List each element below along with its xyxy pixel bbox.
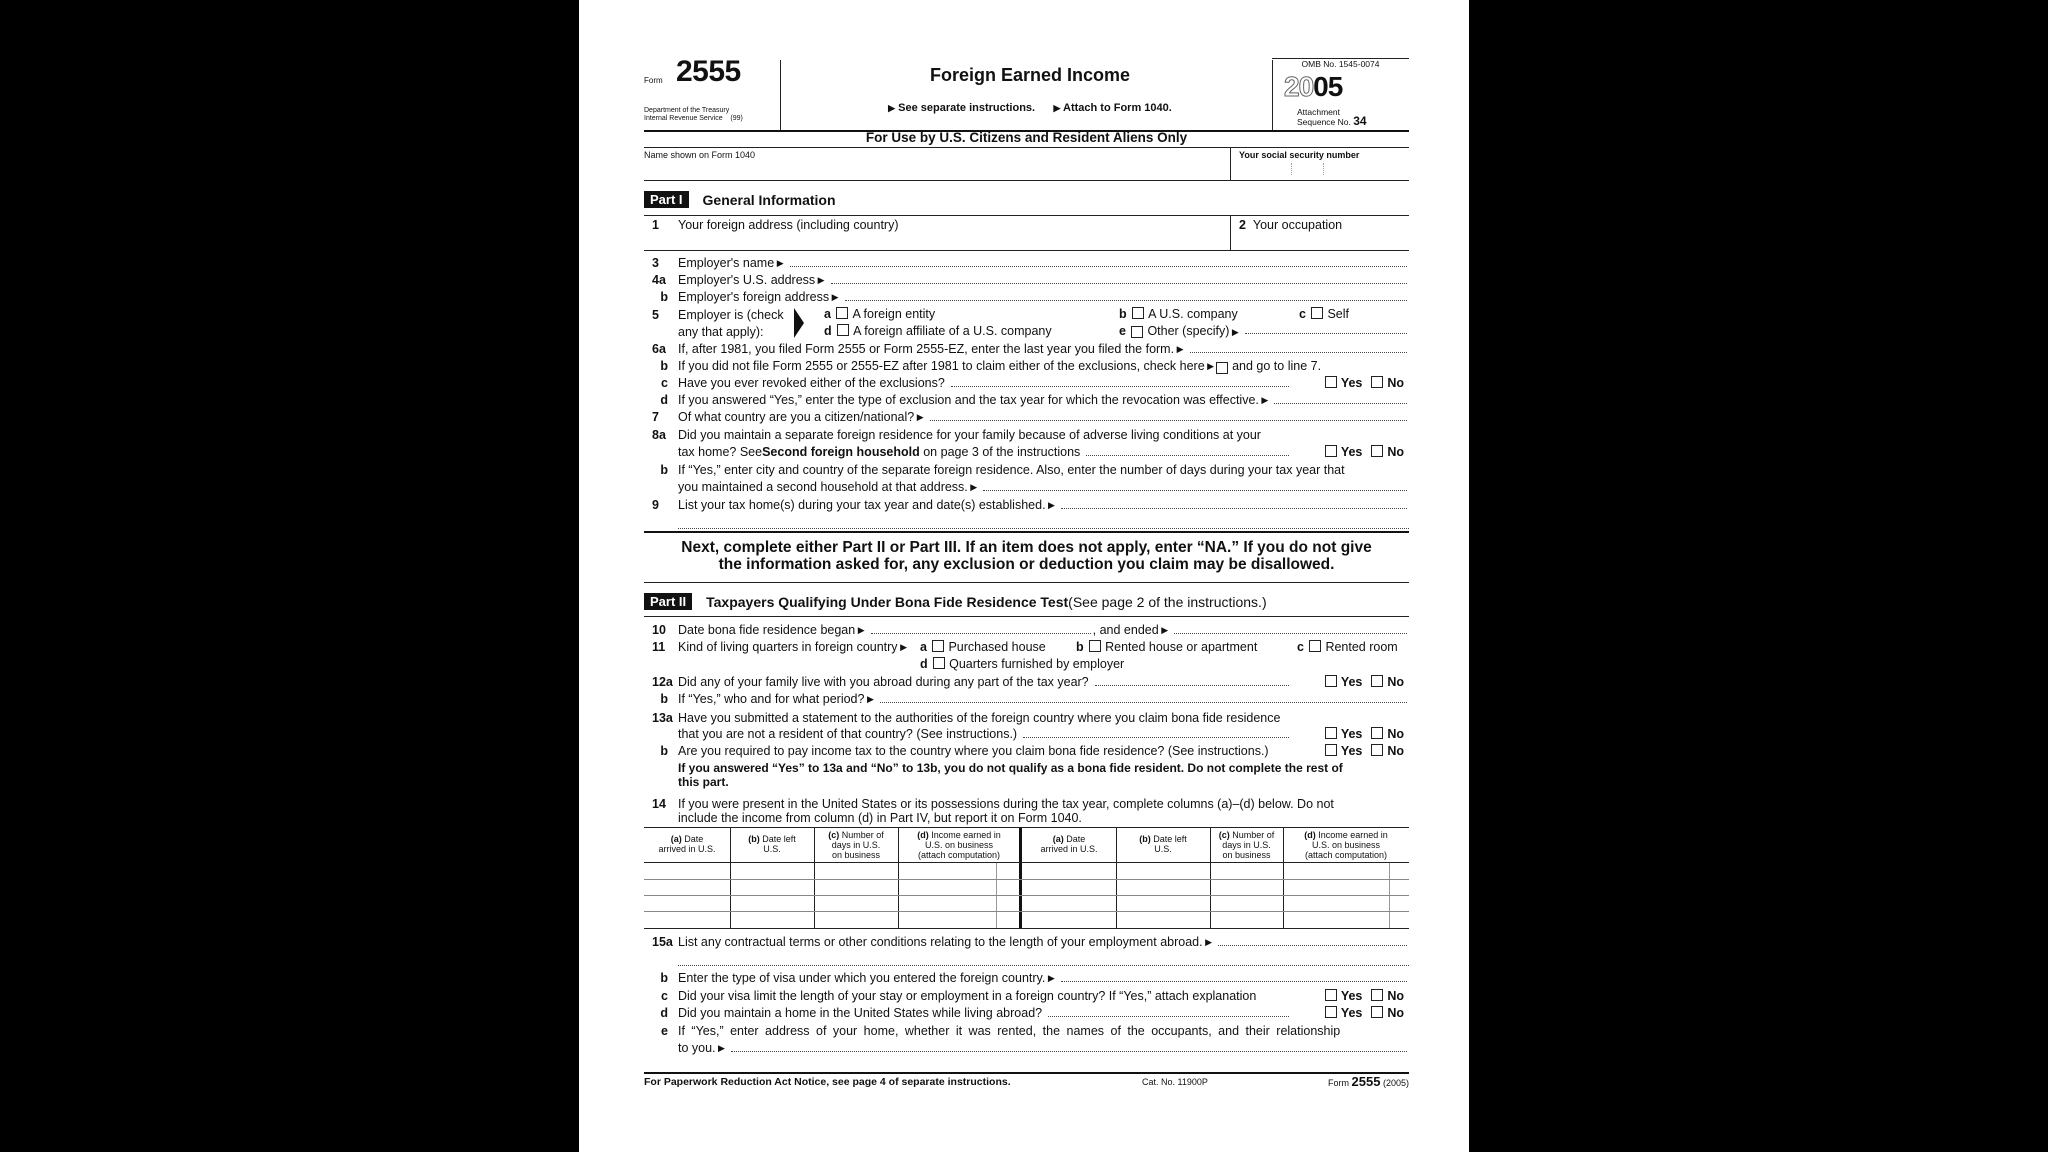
form-page — [579, 0, 1469, 1152]
line-10: 10 Date bona fide residence began ▶ , and ended ▶ — [644, 623, 1409, 638]
line-2-label: Your occupation — [1252, 218, 1343, 232]
line-8a-text-2: on page 3 of the instructions — [923, 445, 1081, 459]
leader-dots — [1095, 685, 1289, 686]
line-6c-label: Have you ever revoked either of the exclusions? — [678, 376, 945, 390]
dept-line-2: Internal Revenue Service (99) — [644, 115, 743, 122]
second-household-field[interactable] — [983, 490, 1407, 491]
line-15e-cont: to you. ▶ — [644, 1041, 1409, 1056]
line-13b-label: Are you required to pay income tax to the country where you claim bona fide residence? (See instructions.) — [678, 744, 1269, 758]
line-6c: c Have you ever revoked either of the exclusions? — [644, 376, 1409, 391]
residence-ended-field[interactable] — [1174, 633, 1407, 634]
residence-began-field[interactable] — [871, 633, 1091, 634]
yes-no-13a — [1323, 727, 1404, 741]
checkbox-13b-no[interactable] — [1371, 744, 1383, 756]
form-title: Foreign Earned Income — [929, 65, 1131, 85]
sequence-label: Sequence No. — [1297, 117, 1351, 127]
name-field[interactable] — [644, 147, 1229, 179]
line-8b-cont: you maintained a second household at that address. ▶ — [644, 480, 1409, 495]
line-6d: d If you answered “Yes,” enter the type of exclusion and the tax year for which the revocation was effective. ▶ — [644, 393, 1409, 408]
line-2-rule — [644, 250, 1409, 251]
contract-terms-field-2[interactable] — [678, 965, 1409, 966]
table-row[interactable] — [644, 863, 1409, 879]
table-row[interactable] — [644, 896, 1409, 911]
option-11c-label: Rented room — [1325, 640, 1398, 654]
line-15e-label-2: to you. — [678, 1041, 716, 1055]
notice-line-2: the information asked for, any exclusion or deduction you claim may be disallowed. — [718, 556, 1335, 573]
checkbox-15d-yes[interactable] — [1325, 1006, 1337, 1018]
checkbox-8a-yes[interactable] — [1325, 445, 1337, 457]
warning-line-2: this part. — [678, 775, 729, 789]
checkbox-5e[interactable] — [1131, 326, 1143, 338]
tax-year — [1284, 71, 1342, 103]
tax-home-field-2[interactable] — [678, 528, 1409, 529]
home-address-field[interactable] — [731, 1051, 1407, 1052]
see-instructions: See separate instructions. — [898, 102, 1036, 114]
table-row[interactable] — [644, 880, 1409, 895]
attach-note: Attach to Form 1040. — [1063, 102, 1172, 114]
employer-us-address-field[interactable] — [831, 283, 1407, 284]
yes-label: Yes — [1340, 675, 1363, 689]
checkbox-13b-yes[interactable] — [1325, 744, 1337, 756]
no-label: No — [1387, 989, 1404, 1003]
checkbox-15c-yes[interactable] — [1325, 989, 1337, 1001]
no-label: No — [1387, 744, 1404, 758]
line-2: 2 Your occupation — [1239, 218, 1343, 232]
line-14-label: If you were present in the United States or its possessions during the tax year, complete columns (a)–(d) below. Do not — [678, 797, 1334, 811]
line-14: 14 If you were present in the United States or its possessions during the tax year, complete columns (a)–(d) below. Do not include the income from column (d) in Part IV, but report it on Form 1040. — [652, 797, 1334, 825]
option-11c[interactable]: c Rented room — [1297, 640, 1398, 654]
yes-label: Yes — [1340, 727, 1363, 741]
line-12a: 12a Did any of your family live with you abroad during any part of the tax year? — [644, 675, 1409, 690]
line-11-label: Kind of living quarters in foreign country — [678, 640, 898, 654]
option-5d-label: A foreign affiliate of a U.S. company — [853, 324, 1052, 338]
option-5b[interactable]: b A U.S. company — [1119, 307, 1238, 321]
checkbox-11d[interactable] — [933, 657, 945, 669]
part-2-header — [644, 593, 1267, 610]
part-2-note: (See page 2 of the instructions.) — [1068, 593, 1267, 610]
col-b-header: (b) Date left U.S. — [748, 834, 796, 854]
paperwork-notice: For Paperwork Reduction Act Notice, see page 4 of separate instructions. — [644, 1076, 1011, 1088]
bracket-arrow-icon — [794, 308, 804, 338]
line-10-mid: , and ended — [1092, 623, 1159, 637]
part-2-rule — [644, 616, 1409, 617]
no-label: No — [1387, 376, 1404, 390]
line-12a-label: Did any of your family live with you abroad during any part of the tax year? — [678, 675, 1089, 689]
last-year-filed-field[interactable] — [1190, 352, 1408, 353]
line-6b-label: If you did not file Form 2555 or 2555-EZ after 1981 to claim either of the exclusions, check here — [678, 359, 1205, 373]
option-5a-label: A foreign entity — [852, 307, 936, 321]
ssn-label: Your social security number — [1239, 150, 1360, 160]
yes-no-13b — [1323, 744, 1404, 758]
name-rule — [644, 180, 1409, 181]
option-5b-label: A U.S. company — [1148, 307, 1238, 321]
notice-top-rule — [644, 531, 1409, 533]
notice — [644, 539, 1409, 573]
col-c-header: (c) Number of days in U.S. on business — [828, 830, 884, 860]
option-11d-label: Quarters furnished by employer — [949, 657, 1125, 671]
line-13a-label: Have you submitted a statement to the authorities of the foreign country where you claim bona fide residence — [678, 711, 1281, 725]
leader-dots — [951, 386, 1289, 387]
line-9: 9 List your tax home(s) during your tax year and date(s) established. ▶ — [644, 498, 1409, 513]
line-15d-label: Did you maintain a home in the United States while living abroad? — [678, 1006, 1043, 1020]
line-13b: b Are you required to pay income tax to the country where you claim bona fide residence? (See instructions.) — [660, 744, 1269, 758]
checkbox-5c[interactable] — [1311, 307, 1323, 319]
attachment-seq — [1297, 108, 1367, 127]
checkbox-12a-no[interactable] — [1371, 675, 1383, 687]
year-bold: 05 — [1313, 71, 1343, 102]
form-word: Form — [644, 76, 663, 85]
dept-line-1: Department of the Treasury — [644, 107, 730, 114]
line-15b-label: Enter the type of visa under which you entered the foreign country. — [678, 971, 1046, 985]
option-11a[interactable]: a Purchased house — [920, 640, 1046, 654]
dept-code: (99) — [730, 115, 743, 122]
no-label: No — [1387, 675, 1404, 689]
line-6b-tail: and go to line 7. — [1232, 359, 1322, 373]
footer-rule — [644, 1072, 1409, 1074]
col-b2-header: (b) Date left U.S. — [1139, 834, 1187, 854]
part-1-title: General Information — [702, 191, 836, 208]
option-11b-label: Rented house or apartment — [1105, 640, 1258, 654]
leader-dots — [1023, 737, 1289, 738]
option-5e-label: Other (specify) — [1147, 324, 1230, 338]
line-8b: b If “Yes,” enter city and country of the separate foreign residence. Also, enter the number of days during your tax year that — [660, 463, 1345, 477]
line-3-label: Employer's name — [678, 256, 775, 270]
checkbox-11c[interactable] — [1309, 640, 1321, 652]
line-8a-bold: Second foreign household — [762, 445, 920, 459]
line-12b: b If “Yes,” who and for what period? ▶ — [644, 692, 1409, 707]
notice-bottom-rule — [644, 582, 1409, 583]
yes-label: Yes — [1340, 445, 1363, 459]
checkbox-6c-yes[interactable] — [1325, 376, 1337, 388]
footer-form-id — [1328, 1074, 1409, 1089]
form-number: 2555 — [676, 55, 741, 88]
checkbox-11a[interactable] — [932, 640, 944, 652]
line-8a-text: tax home? See — [678, 445, 763, 459]
line-7-label: Of what country are you a citizen/national? — [678, 410, 915, 424]
no-label: No — [1387, 1006, 1404, 1020]
checkbox-12a-yes[interactable] — [1325, 675, 1337, 687]
option-5c[interactable]: c Self — [1299, 307, 1349, 321]
line-4b: b Employer's foreign address ▶ — [644, 290, 1409, 305]
col-a2-header: (a) Date arrived in U.S. — [1040, 834, 1098, 854]
revocation-field[interactable] — [1274, 403, 1407, 404]
omb-number: OMB No. 1545-0074 — [1301, 59, 1380, 69]
option-11b[interactable]: b Rented house or apartment — [1076, 640, 1258, 654]
line-12b-label: If “Yes,” who and for what period? — [678, 692, 865, 706]
line-15a: 15a List any contractual terms or other conditions relating to the length of your employment abroad. ▶ — [644, 935, 1409, 950]
line-15b: b Enter the type of visa under which you entered the foreign country. ▶ — [644, 971, 1409, 986]
option-5c-label: Self — [1327, 307, 1349, 321]
visa-type-field[interactable] — [1061, 981, 1407, 982]
part-1-header — [644, 191, 836, 208]
checkbox-6c-no[interactable] — [1371, 376, 1383, 388]
name-label: Name shown on Form 1040 — [644, 150, 756, 160]
table-row[interactable] — [644, 912, 1409, 927]
instructions-line — [780, 102, 1280, 114]
line-7: 7 Of what country are you a citizen/national? ▶ — [644, 410, 1409, 425]
col-a-header: (a) Date arrived in U.S. — [658, 834, 716, 854]
line-10-label: Date bona fide residence began — [678, 623, 856, 637]
line-15d: d Did you maintain a home in the United States while living abroad? — [644, 1006, 1409, 1021]
leader-dots — [1086, 455, 1289, 456]
part-1-badge: Part I — [644, 191, 689, 208]
foreign-address-field[interactable] — [644, 215, 1229, 250]
arrow-icon: ▶ — [888, 103, 896, 113]
checkbox-13a-no[interactable] — [1371, 727, 1383, 739]
presence-table — [644, 827, 1409, 929]
checkbox-15d-no[interactable] — [1371, 1006, 1383, 1018]
line-4a-label: Employer's U.S. address — [678, 273, 816, 287]
line-5-label-2: any that apply): — [678, 325, 764, 339]
footer-form-word: Form — [1328, 1078, 1350, 1088]
warning-line-1: If you answered “Yes” to 13a and “No” to 13b, you do not qualify as a bona fide resident. Do not complete the rest of — [678, 761, 1343, 775]
line-4b-label: Employer's foreign address — [678, 290, 830, 304]
line-6b: b If you did not file Form 2555 or 2555-EZ after 1981 to claim either of the exclusions, check here ▶ and go to line 7. — [660, 359, 1322, 373]
line-13a-label-2: that you are not a resident of that country? (See instructions.) — [678, 727, 1018, 741]
family-period-field[interactable] — [880, 702, 1407, 703]
col-c2-header: (c) Number of days in U.S. on business — [1218, 830, 1275, 860]
yes-no-15d — [1323, 1006, 1404, 1020]
checkbox-5d[interactable] — [837, 324, 849, 336]
part-2-title: Taxpayers Qualifying Under Bona Fide Residence Test — [706, 593, 1069, 610]
line-8a-cont — [644, 445, 1409, 460]
line-1-label: Your foreign address (including country) — [678, 218, 899, 232]
employer-foreign-address-field[interactable] — [845, 300, 1408, 301]
line-15e: e If “Yes,” enter address of your home, whether it was rented, the names of the occupants, and their relationship — [661, 1024, 1341, 1038]
other-specify-field[interactable] — [1245, 333, 1407, 334]
yes-label: Yes — [1340, 744, 1363, 758]
line-9-label: List your tax home(s) during your tax year and date(s) established. — [678, 498, 1046, 512]
department — [644, 107, 743, 123]
header-divider-right — [1272, 60, 1273, 130]
checkbox-11b[interactable] — [1089, 640, 1101, 652]
checkbox-8a-no[interactable] — [1371, 445, 1383, 457]
no-label: No — [1387, 727, 1404, 741]
yes-no-6c — [1323, 376, 1404, 390]
checkbox-5a[interactable] — [836, 307, 848, 319]
footer-form-number: 2555 — [1351, 1074, 1381, 1089]
line-8a: 8a Did you maintain a separate foreign residence for your family because of adverse living conditions at your — [652, 428, 1261, 442]
line-4a: 4a Employer's U.S. address ▶ — [644, 273, 1409, 288]
contract-terms-field[interactable] — [1218, 945, 1407, 946]
no-label: No — [1387, 445, 1404, 459]
col-d2-header: (d) Income earned in U.S. on business (attach computation) — [1304, 830, 1388, 860]
line-13-warning — [678, 761, 1409, 789]
tax-home-field[interactable] — [1061, 508, 1407, 509]
notice-line-1: Next, complete either Part II or Part III. If an item does not apply, enter “NA.” If you do not give — [681, 539, 1372, 556]
line-13a: 13a Have you submitted a statement to the authorities of the foreign country where you claim bona fide residence — [652, 711, 1281, 725]
line-8b-label: If “Yes,” enter city and country of the separate foreign residence. Also, enter the number of days during your tax year that — [678, 463, 1345, 477]
yes-label: Yes — [1340, 1006, 1363, 1020]
leader-dots — [1048, 1016, 1289, 1017]
ssn-field[interactable] — [1231, 147, 1409, 179]
line-11: 11 Kind of living quarters in foreign country ▶ — [652, 640, 907, 654]
checkbox-6b[interactable] — [1216, 362, 1228, 374]
col-d-header: (d) Income earned in U.S. on business (attach computation) — [917, 830, 1001, 860]
attachment-label: Attachment — [1297, 107, 1340, 117]
option-5a[interactable]: a A foreign entity — [824, 307, 936, 321]
yes-no-8a — [1323, 445, 1404, 459]
line-6d-label: If you answered “Yes,” enter the type of exclusion and the tax year for which the revocation was effective. — [678, 393, 1259, 407]
part-2-badge: Part II — [644, 593, 692, 610]
line-1: 1 Your foreign address (including country) — [652, 218, 899, 232]
line-15e-label: If “Yes,” enter address of your home, whether it was rented, the names of the occupants, and their relationship — [678, 1024, 1341, 1038]
employer-name-field[interactable] — [790, 266, 1407, 267]
line-5: 5 Employer is (check any that apply): — [652, 308, 784, 339]
line-15c: c Did your visa limit the length of your stay or employment in a foreign country? If “Yes,” attach explanation — [661, 989, 1257, 1003]
option-11a-label: Purchased house — [948, 640, 1046, 654]
footer-year: (2005) — [1382, 1078, 1409, 1088]
checkbox-13a-yes[interactable] — [1325, 727, 1337, 739]
line-8a-label: Did you maintain a separate foreign residence for your family because of adverse living conditions at your — [678, 428, 1261, 442]
line-15a-label: List any contractual terms or other conditions relating to the length of your employment abroad. — [678, 935, 1203, 949]
yes-no-15c — [1323, 989, 1404, 1003]
line-14-label-2: include the income from column (d) in Part IV, but report it on Form 1040. — [678, 811, 1082, 825]
line-3: 3 Employer's name ▶ — [644, 256, 1409, 271]
sequence-number: 34 — [1353, 114, 1367, 128]
year-light: 20 — [1284, 71, 1314, 102]
line-6a: 6a If, after 1981, you filed Form 2555 or Form 2555-EZ, enter the last year you filed the form. ▶ — [644, 342, 1409, 357]
yes-label: Yes — [1340, 989, 1363, 1003]
arrow-icon: ▶ — [1053, 103, 1061, 113]
occupation-field[interactable] — [1231, 215, 1409, 250]
line-6a-label: If, after 1981, you filed Form 2555 or Form 2555-EZ, enter the last year you filed the form. — [678, 342, 1175, 356]
yes-no-12a — [1323, 675, 1404, 689]
option-11d[interactable]: d Quarters furnished by employer — [920, 657, 1125, 671]
option-5d[interactable]: d A foreign affiliate of a U.S. company — [824, 324, 1052, 338]
line-13a-cont — [644, 727, 1409, 742]
form-subtitle: For Use by U.S. Citizens and Resident Aliens Only — [865, 130, 1188, 145]
citizenship-field[interactable] — [930, 420, 1407, 421]
checkbox-15c-no[interactable] — [1371, 989, 1383, 1001]
option-5e[interactable]: e Other (specify) ▶ — [1119, 324, 1409, 338]
line-15c-label: Did your visa limit the length of your stay or employment in a foreign country? If “Yes,” attach explanation — [678, 989, 1257, 1003]
yes-label: Yes — [1340, 376, 1363, 390]
cat-number: Cat. No. 11900P — [1142, 1077, 1208, 1087]
line-5-label: Employer is (check — [678, 308, 784, 322]
line-8b-label-2: you maintained a second household at that address. — [678, 480, 968, 494]
checkbox-5b[interactable] — [1132, 307, 1144, 319]
